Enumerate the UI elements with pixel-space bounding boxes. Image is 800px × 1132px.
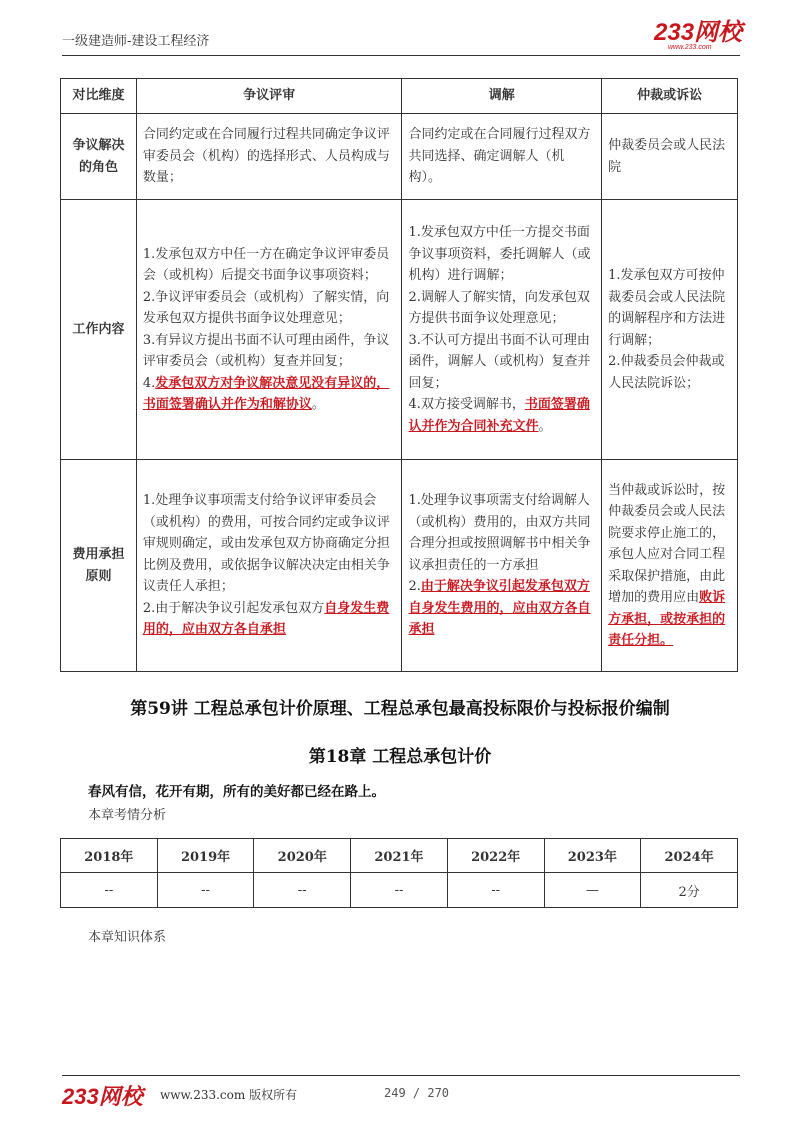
list-item: 1.发承包双方中任一方提交书面争议事项资料，委托调解人（或机构）进行调解； (408, 225, 591, 283)
highlight-text: 书面签署确认并作为合同补充文件 (408, 397, 590, 434)
score-cell: -- (351, 873, 448, 908)
cell-list (402, 200, 602, 460)
list-item: 1.处理争议事项需支付给调解人（或机构）费用的，由双方共同合理分担或按照调解书中相关争议承担责任的一方承担 (408, 493, 591, 573)
comparison-table (60, 78, 738, 672)
header-cell-dispute-review: 争议评审 (136, 79, 402, 114)
score-cell: -- (254, 873, 351, 908)
cell-text: 合同约定或在合同履行过程双方共同选择、确定调解人（机构）。 (402, 114, 602, 200)
table-row (61, 200, 738, 460)
list-item: 1.发承包双方中任一方在确定争议评审委员会（或机构）后提交书面争议事项资料； (142, 246, 390, 283)
list-item: 2.仲裁委员会仲裁或人民法院诉讼； (608, 354, 725, 391)
row-label-work-content: 工作内容 (61, 200, 137, 460)
item-suffix: 。 (538, 418, 552, 434)
highlight-text: 自身发生费用的，应由双方各自承担 (142, 600, 390, 638)
list-item: 1.发承包双方可按仲裁委员会或人民法院的调解程序和方法进行调解； (608, 268, 726, 348)
score-cell: -- (157, 873, 254, 908)
year-cell: 2021年 (351, 839, 448, 873)
list-item: 3.有异议方提出书面不认可理由函件，争议评审委员会（或机构）复查并回复； (142, 332, 390, 369)
score-cell: -- (447, 873, 544, 908)
year-cell: 2020年 (254, 839, 351, 873)
list-item: 3.不认可方提出书面不认可理由函件，调解人（或机构）复查并回复； (408, 332, 591, 391)
header-cell-dimension: 对比维度 (61, 79, 137, 114)
list-item (408, 576, 595, 641)
table-row (61, 114, 738, 200)
table-header-row (61, 79, 738, 114)
brand-logo-text: 233网校 (654, 19, 743, 46)
cell-text: 仲裁委员会或人民法院 (602, 114, 738, 200)
lecture-title: 第59讲 工程总承包计价原理、工程总承包最高投标限价与投标报价编制 (130, 699, 670, 719)
footer-copyright: www.233.com 版权所有 (160, 1088, 298, 1102)
footer-divider (62, 1075, 740, 1076)
exam-analysis-heading: 本章考情分析 (88, 808, 167, 823)
list-item (143, 598, 396, 641)
header-cell-mediation: 调解 (402, 79, 602, 114)
page-number: 249 / 270 (384, 1086, 450, 1100)
table-row (61, 873, 738, 908)
row-label-role: 争议解决的角色 (61, 114, 137, 200)
cell-list (602, 460, 738, 672)
highlight-text: 由于解决争议引起发承包双方自身发生费用的，应由双方各自承担 (408, 579, 591, 638)
highlight-text: 败诉方承担，或按承担的责任分担。 (608, 590, 726, 648)
header-cell-arbitration: 仲裁或诉讼 (602, 79, 738, 114)
chapter-title: 第18章 工程总承包计价 (308, 747, 492, 767)
item-suffix: 。 (311, 397, 325, 412)
table-row (61, 839, 738, 873)
header-title: 一级建造师-建设工程经济 (62, 34, 210, 49)
score-cell: -- (61, 873, 158, 908)
year-cell: 2023年 (544, 839, 641, 873)
item-prefix: 4.双方接受调解书， (408, 397, 525, 412)
highlight-text: 发承包双方对争议解决意见没有异议的，书面签署确认并作为和解协议 (142, 375, 390, 412)
item-prefix: 4. (142, 375, 156, 391)
footer-logo: 233网校 (62, 1084, 143, 1109)
score-cell: — (544, 873, 641, 908)
table-row (61, 460, 738, 672)
cell-list (402, 460, 602, 672)
brand-logo (654, 19, 744, 52)
item-prefix: 当仲裁或诉讼时，按仲裁委员会或人民法院要求停止施工的，承包人应对合同工程采取保护措施，由此增加的费用应由 (608, 482, 726, 605)
list-item: 1.处理争议事项需支付给争议评审委员会（或机构）的费用，可按合同约定或争议评审规则确定，或由发承包双方协商确定分担比例及费用，或依据争议解决决定由相关争议责任人承担； (142, 493, 390, 595)
knowledge-system-heading: 本章知识体系 (88, 930, 167, 945)
list-item (408, 394, 595, 437)
brand-logo-url: www.233.com (668, 44, 712, 51)
list-item (608, 480, 731, 652)
motto-quote: 春风有信，花开有期，所有的美好都已经在路上。 (88, 784, 385, 800)
header-divider (62, 55, 740, 56)
row-label-cost-principle: 费用承担原则 (61, 460, 137, 672)
list-item: 2.调解人了解实情，向发承包双方提供书面争议处理意见； (408, 289, 590, 326)
item-prefix: 2. (408, 579, 421, 595)
score-cell: 2分 (641, 873, 738, 908)
year-cell: 2018年 (61, 839, 158, 873)
list-item: 2.争议评审委员会（或机构）了解实情，向发承包双方提供书面争议处理意见； (142, 289, 390, 326)
item-prefix: 2.由于解决争议引起发承包双方 (142, 600, 325, 616)
list-item (143, 373, 396, 416)
cell-list (136, 460, 402, 672)
cell-text: 合同约定或在合同履行过程共同确定争议评审委员会（机构）的选择形式、人员构成与数量； (136, 114, 402, 200)
year-cell: 2019年 (157, 839, 254, 873)
cell-list (602, 200, 738, 460)
cell-list (136, 200, 402, 460)
year-cell: 2024年 (641, 839, 738, 873)
exam-score-table (60, 838, 738, 908)
year-cell: 2022年 (447, 839, 544, 873)
